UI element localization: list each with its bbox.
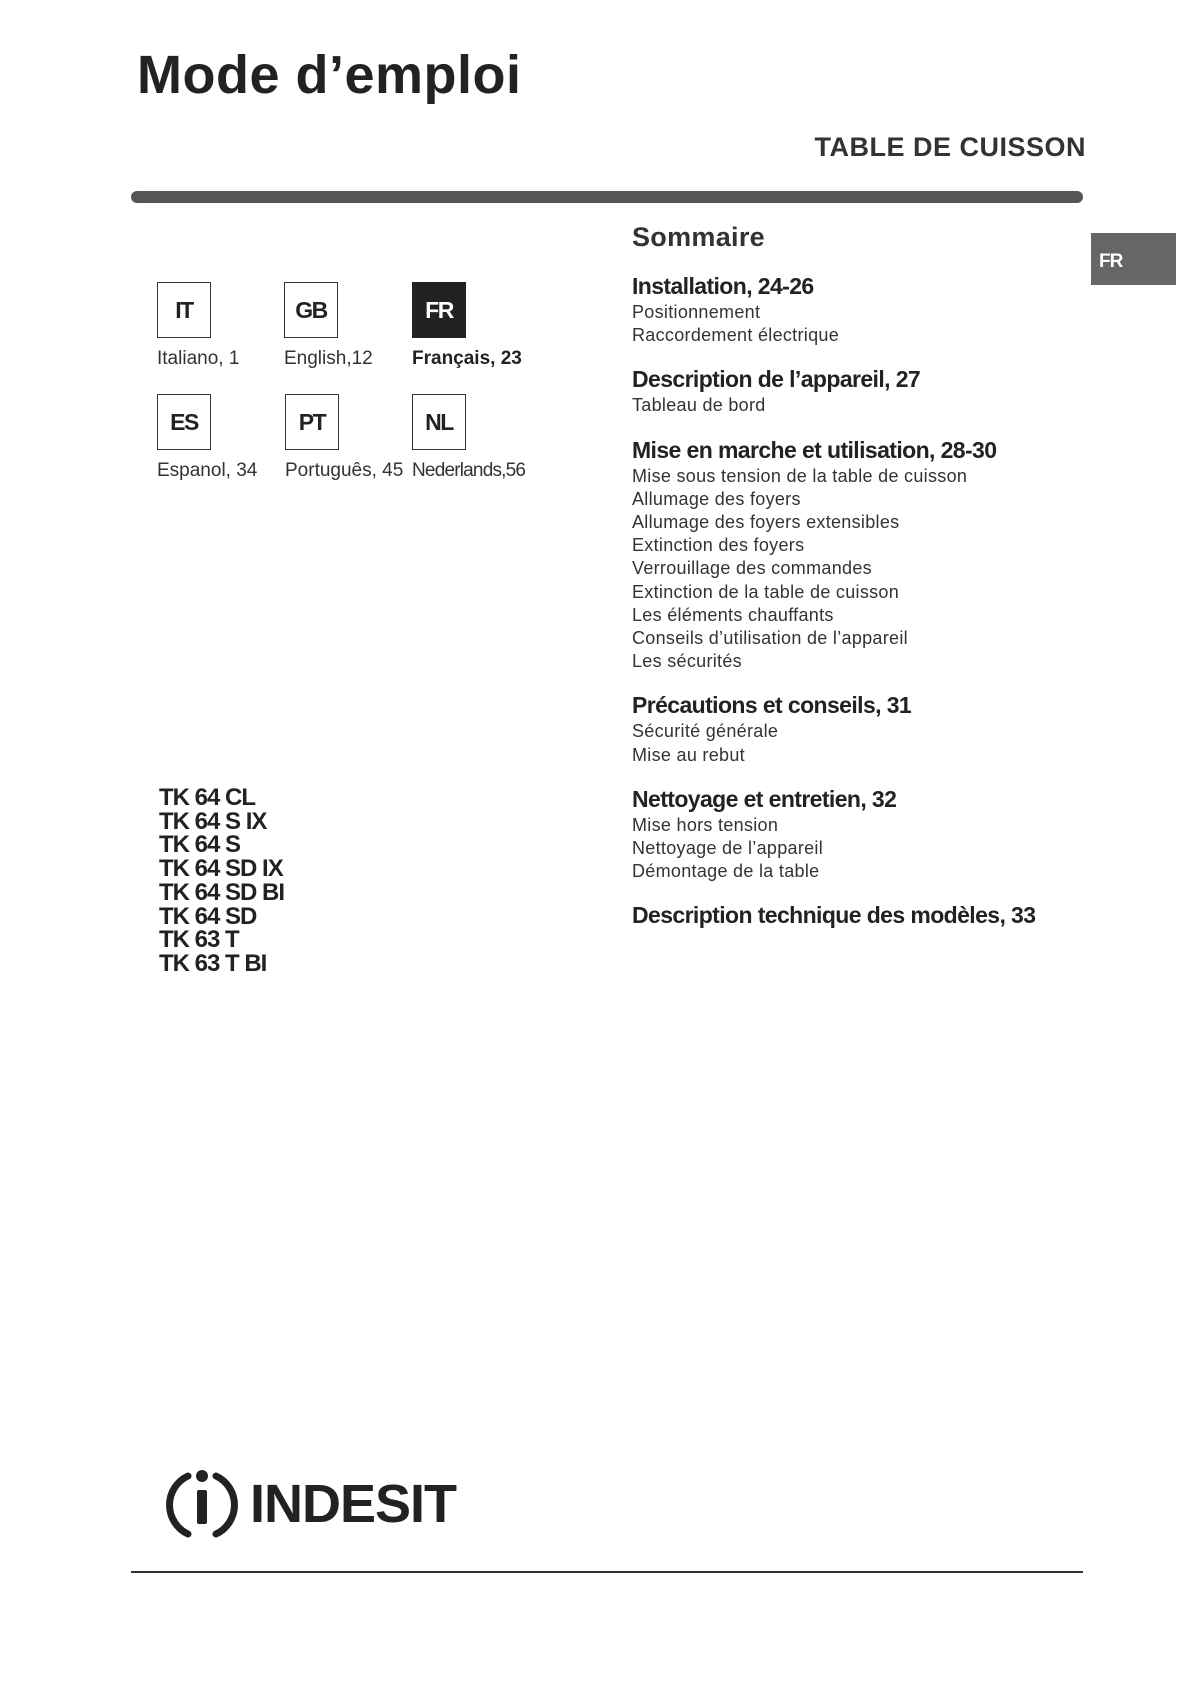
toc-item[interactable]: Positionnement (632, 302, 761, 322)
language-code-box[interactable]: NL (412, 394, 466, 450)
top-divider (131, 191, 1083, 203)
language-label: Nederlands,56 (412, 460, 526, 481)
brand-name: INDESIT (250, 1474, 457, 1534)
toc-title: Sommaire (632, 222, 765, 252)
page-title: Mode d’emploi (137, 45, 522, 105)
toc-item[interactable]: Extinction des foyers (632, 535, 805, 556)
model-name: TK 63 T (159, 926, 239, 954)
model-name: TK 64 S (159, 831, 241, 859)
language-code-box[interactable]: GB (284, 282, 338, 338)
toc-item[interactable]: Allumage des foyers (632, 488, 801, 509)
document-type: TABLE DE CUISSON (814, 132, 1086, 162)
toc-item[interactable]: Nettoyage de l’appareil (632, 838, 824, 859)
brand-logo (166, 1464, 456, 1544)
toc-section-precautions (632, 691, 1092, 766)
toc-heading[interactable]: Précautions et conseils, 31 (632, 692, 912, 719)
toc-heading[interactable]: Nettoyage et entretien, 32 (632, 785, 897, 812)
table-of-contents (632, 222, 1092, 948)
language-item-nl[interactable] (412, 394, 547, 482)
toc-heading[interactable]: Description de l’appareil, 27 (632, 366, 921, 393)
bottom-divider (131, 1571, 1083, 1573)
toc-section-description-technique (632, 901, 1092, 930)
toc-item[interactable]: Les éléments chauffants (632, 604, 834, 625)
language-item-gb[interactable] (284, 282, 419, 370)
indesit-logo-icon (166, 1464, 238, 1544)
language-code-box[interactable]: PT (285, 394, 339, 450)
language-item-es[interactable] (157, 394, 292, 482)
language-code-box[interactable]: IT (157, 282, 211, 338)
toc-heading[interactable]: Installation, 24-26 (632, 273, 814, 299)
language-code-box[interactable]: FR (412, 282, 466, 338)
model-list (159, 786, 284, 976)
toc-item[interactable]: Les sécurités (632, 651, 742, 672)
toc-section-nettoyage (632, 785, 1092, 884)
toc-section-description (632, 365, 1092, 417)
toc-item[interactable]: Sécurité générale (632, 721, 779, 742)
language-label: Italiano, 1 (157, 348, 240, 369)
model-name: TK 64 CL (159, 784, 256, 811)
model-name: TK 64 SD BI (159, 878, 285, 906)
model-name: TK 64 SD (159, 902, 257, 930)
toc-section-mise-en-marche (632, 436, 1092, 674)
model-name: TK 63 T BI (159, 949, 267, 977)
language-label: Espanol, 34 (157, 460, 258, 481)
toc-heading[interactable]: Mise en marche et utilisation, 28-30 (632, 436, 997, 463)
language-code-box[interactable]: ES (157, 394, 211, 450)
toc-item[interactable]: Tableau de bord (632, 395, 766, 416)
toc-heading[interactable]: Description technique des modèles, 33 (632, 902, 1036, 929)
toc-item[interactable]: Mise au rebut (632, 744, 745, 765)
language-tab: FR (1091, 233, 1176, 285)
language-item-it[interactable] (157, 282, 292, 370)
toc-section-installation (632, 272, 1092, 347)
toc-item[interactable]: Mise hors tension (632, 814, 779, 835)
model-name: TK 64 SD IX (159, 855, 283, 883)
toc-item[interactable]: Démontage de la table (632, 861, 820, 882)
model-name: TK 64 S IX (159, 807, 267, 835)
toc-item[interactable]: Mise sous tension de la table de cuisson (632, 465, 968, 486)
language-label: English,12 (284, 348, 373, 369)
language-item-fr[interactable] (412, 282, 547, 370)
language-label: Português, 45 (285, 460, 404, 481)
language-label: Français, 23 (412, 348, 522, 369)
toc-item[interactable]: Extinction de la table de cuisson (632, 581, 900, 602)
toc-item[interactable]: Raccordement électrique (632, 325, 840, 346)
language-item-pt[interactable] (285, 394, 420, 482)
toc-item[interactable]: Verrouillage des commandes (632, 558, 872, 579)
toc-item[interactable]: Allumage des foyers extensibles (632, 512, 900, 533)
toc-item[interactable]: Conseils d’utilisation de l’appareil (632, 628, 908, 649)
